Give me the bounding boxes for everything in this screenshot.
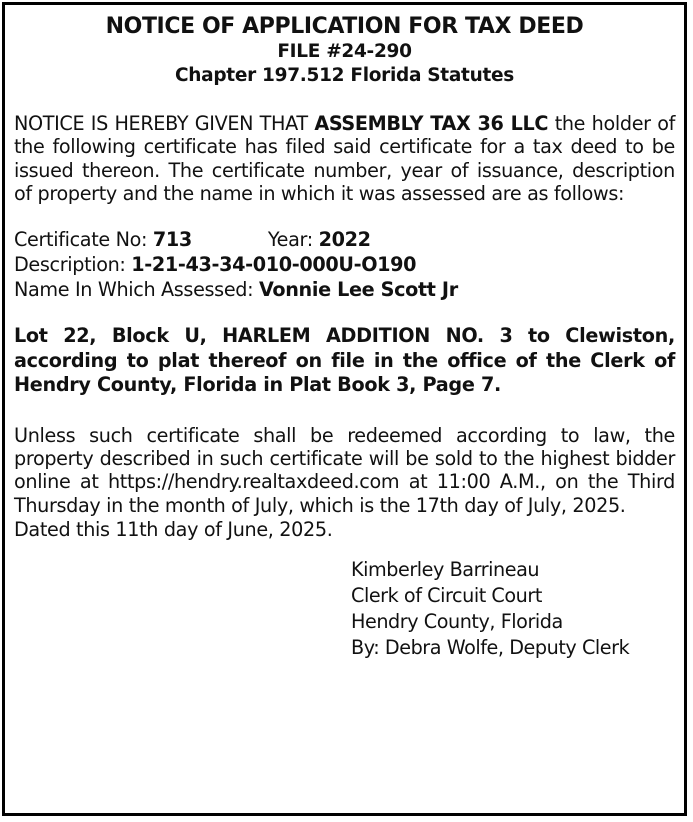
certificate-line xyxy=(14,227,675,252)
intro-lead: NOTICE IS HEREBY GIVEN THAT xyxy=(14,112,308,135)
notice-body xyxy=(5,5,684,661)
description-label: Description: xyxy=(14,253,126,277)
notice-title: NOTICE OF APPLICATION FOR TAX DEED xyxy=(105,14,584,39)
assessed-value: Vonnie Lee Scott Jr xyxy=(258,278,458,302)
assessed-label: Name In Which Assessed: xyxy=(14,278,254,302)
description-value: 1-21-43-34-010-000U-O190 xyxy=(131,253,417,277)
spacer xyxy=(14,398,675,424)
deputy-clerk: By: Debra Wolfe, Deputy Clerk xyxy=(351,635,630,659)
spacer xyxy=(14,302,675,324)
intro-rest: the holder of the following certificate has filed said certificate for a tax deed to be issued thereon. The certificate number, year of issuance, description of property and the name in which it was assessed are as follows: xyxy=(14,112,676,205)
legal-notice xyxy=(2,2,687,816)
spacer xyxy=(14,88,675,112)
clerk-county: Hendry County, Florida xyxy=(351,609,563,633)
year-block xyxy=(268,227,371,252)
statute-reference: Chapter 197.512 Florida Statutes xyxy=(175,65,514,86)
certificate-number-label: Certificate No: xyxy=(14,228,148,252)
year-value: 2022 xyxy=(318,228,371,252)
signature-block xyxy=(351,557,675,661)
certificate-number-value: 713 xyxy=(152,228,192,252)
clerk-name: Kimberley Barrineau xyxy=(351,557,540,581)
spacer xyxy=(14,205,675,227)
dated-line: Dated this 11th day of June, 2025. xyxy=(14,517,333,541)
description-line xyxy=(14,252,675,277)
file-number: FILE #24-290 xyxy=(277,41,412,62)
intro-paragraph xyxy=(14,112,675,205)
assessed-line xyxy=(14,277,675,302)
year-label: Year: xyxy=(267,228,313,252)
clerk-title: Clerk of Circuit Court xyxy=(351,583,542,607)
sale-notice: Unless such certificate shall be redeemed according to law, the property described in such certificate will be sold to the highest bidder online at https://hendry.realtaxdeed.com at 11:00 A.M., on the Third Thursday in the month of July, which is the 17th day of July, 2025. xyxy=(14,423,675,517)
legal-description: Lot 22, Block U, HARLEM ADDITION NO. 3 to Clewiston, according to plat thereof on file in the office of the Clerk of Hendry County, Florida in Plat Book 3, Page 7. xyxy=(14,324,675,397)
certificate-holder: ASSEMBLY TAX 36 LLC xyxy=(314,112,549,135)
